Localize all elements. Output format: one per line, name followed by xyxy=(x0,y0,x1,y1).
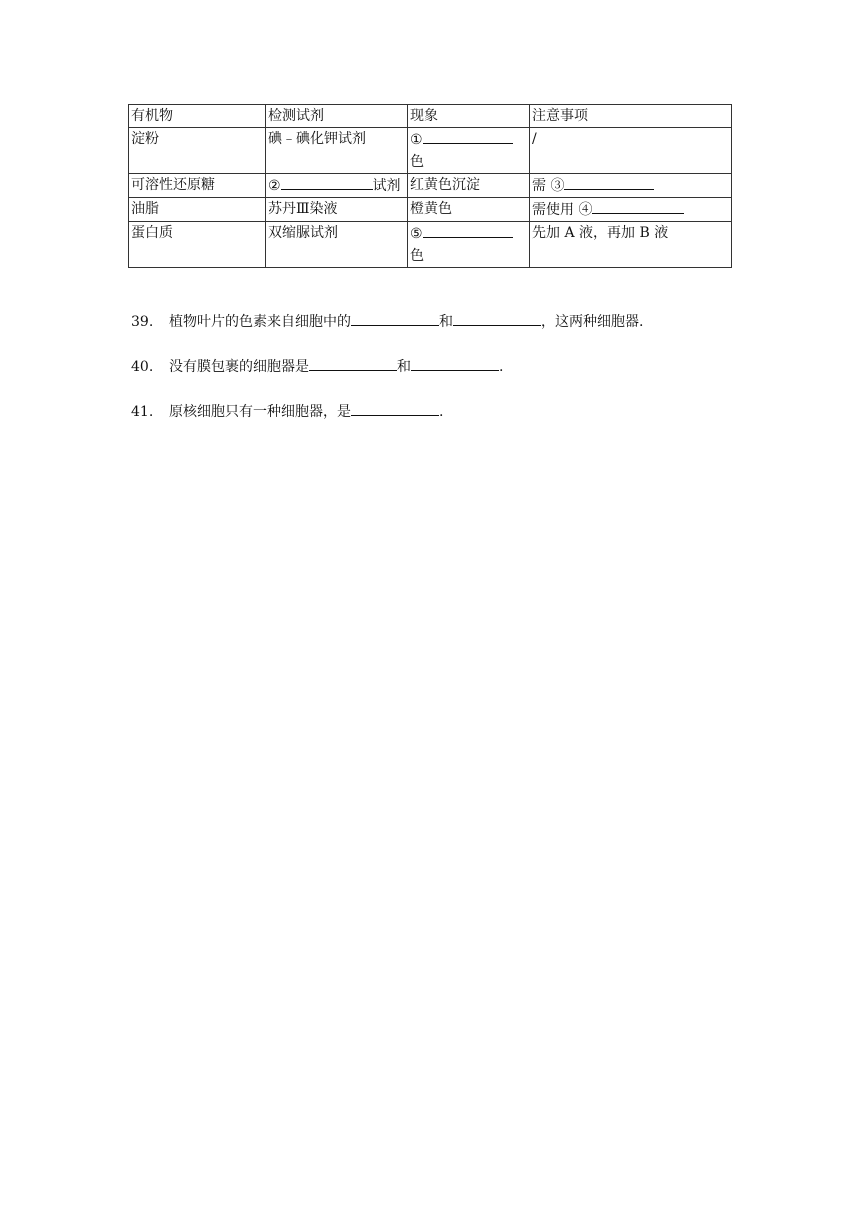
cell-note: / xyxy=(530,128,732,174)
header-reagent: 检测试剂 xyxy=(266,105,408,128)
cell-phenomenon xyxy=(408,222,530,268)
table-row xyxy=(129,198,732,222)
cell-reagent: 苏丹Ⅲ染液 xyxy=(266,198,408,222)
blank-marker: ① xyxy=(410,132,423,148)
cell-substance: 油脂 xyxy=(129,198,266,222)
cell-substance: 可溶性还原糖 xyxy=(129,174,266,198)
answer-blank[interactable] xyxy=(351,310,439,326)
table-row xyxy=(129,222,732,268)
question-text: 没有膜包裹的细胞器是 xyxy=(169,359,309,375)
cell-phenomenon: 橙黄色 xyxy=(408,198,530,222)
answer-blank[interactable] xyxy=(351,400,439,416)
note-prefix: 需使用 ④ xyxy=(532,202,593,218)
cell-phenomenon xyxy=(408,128,530,174)
blank-marker: ⑤ xyxy=(410,226,423,242)
answer-blank-5[interactable] xyxy=(423,222,513,238)
question-number: 40. xyxy=(131,359,154,375)
question-41 xyxy=(131,400,443,423)
question-text: . xyxy=(499,359,504,375)
header-phenomenon: 现象 xyxy=(408,105,530,128)
cell-note xyxy=(530,174,732,198)
table-row xyxy=(129,128,732,174)
table-header-row xyxy=(129,105,732,128)
phenomenon-suffix: 色 xyxy=(410,154,424,170)
answer-blank[interactable] xyxy=(309,355,397,371)
cell-reagent: 双缩脲试剂 xyxy=(266,222,408,268)
table-row xyxy=(129,174,732,198)
cell-phenomenon: 红黄色沉淀 xyxy=(408,174,530,198)
question-text: 植物叶片的色素来自细胞中的 xyxy=(169,314,351,330)
question-number: 39. xyxy=(131,314,154,330)
answer-blank[interactable] xyxy=(411,355,499,371)
cell-substance: 蛋白质 xyxy=(129,222,266,268)
question-text: 原核细胞只有一种细胞器，是 xyxy=(169,404,351,420)
phenomenon-suffix: 色 xyxy=(410,248,424,264)
answer-blank-2[interactable] xyxy=(281,174,373,190)
cell-reagent: 碘﹣碘化钾试剂 xyxy=(266,128,408,174)
header-substance: 有机物 xyxy=(129,105,266,128)
question-40 xyxy=(131,355,503,378)
header-notes: 注意事项 xyxy=(530,105,732,128)
reagent-table xyxy=(128,104,732,268)
question-text: ，这两种细胞器. xyxy=(541,314,644,330)
question-text: . xyxy=(439,404,444,420)
cell-reagent xyxy=(266,174,408,198)
cell-note xyxy=(530,198,732,222)
reagent-suffix: 试剂 xyxy=(372,178,401,194)
blank-marker: ② xyxy=(268,178,281,194)
cell-substance: 淀粉 xyxy=(129,128,266,174)
answer-blank-4[interactable] xyxy=(592,198,684,214)
question-text: 和 xyxy=(397,359,411,375)
answer-blank-1[interactable] xyxy=(423,128,513,144)
cell-note: 先加 A 液，再加 B 液 xyxy=(530,222,732,268)
answer-blank-3[interactable] xyxy=(564,174,654,190)
note-prefix: 需 ③ xyxy=(532,178,565,194)
question-39 xyxy=(131,310,643,333)
question-number: 41. xyxy=(131,404,154,420)
question-text: 和 xyxy=(439,314,453,330)
answer-blank[interactable] xyxy=(453,310,541,326)
